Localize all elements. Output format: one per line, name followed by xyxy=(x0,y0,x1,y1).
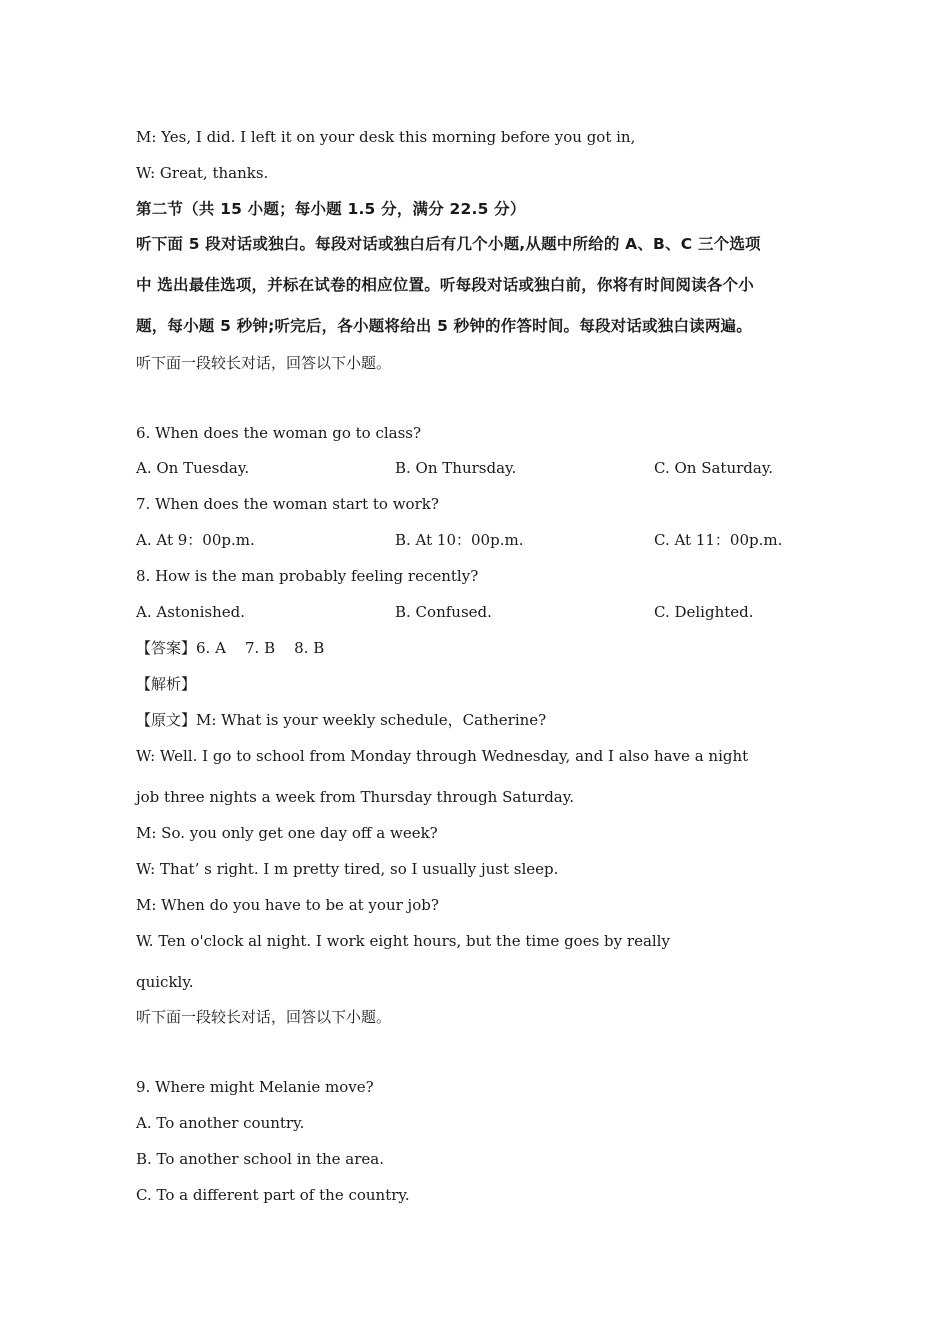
answer-key: 【答案】6. A 7. B 8. B xyxy=(136,639,325,657)
question-stem: 7. When does the woman start to work? xyxy=(136,495,439,513)
section-instruction: 听下面 5 段对话或独白。每段对话或独白后有几个小题,从题中所给的 A、B、C 三个选项 xyxy=(136,235,761,253)
option-a: A. On Tuesday. xyxy=(136,459,250,477)
question-stem: 6. When does the woman go to class? xyxy=(136,424,422,442)
option-c: C. At 11：00p.m. xyxy=(654,531,783,549)
option-a: A. To another country. xyxy=(136,1114,305,1132)
option-a: A. At 9：00p.m. xyxy=(136,531,255,549)
section-instruction: 中 选出最佳选项，并标在试卷的相应位置。听每段对话或独白前，你将有时间阅读各个小 xyxy=(136,276,754,294)
option-a: A. Astonished. xyxy=(136,603,246,621)
option-c: C. To a different part of the country. xyxy=(136,1186,410,1204)
question-stem: 9. Where might Melanie move? xyxy=(136,1078,374,1096)
transcript-line: W: Well. I go to school from Monday through Wednesday, and I also have a night xyxy=(136,747,749,765)
option-c: C. Delighted. xyxy=(654,603,754,621)
transcript-line: W. Ten o'clock al night. I work eight hours, but the time goes by really xyxy=(136,932,670,950)
option-b: B. To another school in the area. xyxy=(136,1150,384,1168)
transcript-line: M: So. you only get one day off a week? xyxy=(136,824,438,842)
analysis-label: 【解析】 xyxy=(136,675,197,693)
passage-intro: 听下面一段较长对话，回答以下小题。 xyxy=(136,1008,392,1026)
transcript-line: quickly. xyxy=(136,973,194,991)
transcript-line: job three nights a week from Thursday through Saturday. xyxy=(136,788,574,806)
section-instruction: 题，每小题 5 秒钟;听完后，各小题将给出 5 秒钟的作答时间。每段对话或独白读两遍。 xyxy=(136,317,752,335)
option-b: B. Confused. xyxy=(395,603,492,621)
transcript-line: M: When do you have to be at your job? xyxy=(136,896,439,914)
dialogue-line: M: Yes, I did. I left it on your desk this morning before you got in, xyxy=(136,128,636,146)
option-b: B. At 10：00p.m. xyxy=(395,531,524,549)
option-c: C. On Saturday. xyxy=(654,459,774,477)
transcript-line: W: That’ s right. I m pretty tired, so I usually just sleep. xyxy=(136,860,559,878)
option-b: B. On Thursday. xyxy=(395,459,517,477)
passage-intro: 听下面一段较长对话，回答以下小题。 xyxy=(136,354,392,372)
dialogue-line: W: Great, thanks. xyxy=(136,164,269,182)
section-heading: 第二节（共 15 小题；每小题 1.5 分，满分 22.5 分） xyxy=(136,200,526,218)
transcript-line: 【原文】M: What is your weekly schedule，Catherine? xyxy=(136,711,547,729)
question-stem: 8. How is the man probably feeling recently? xyxy=(136,567,479,585)
